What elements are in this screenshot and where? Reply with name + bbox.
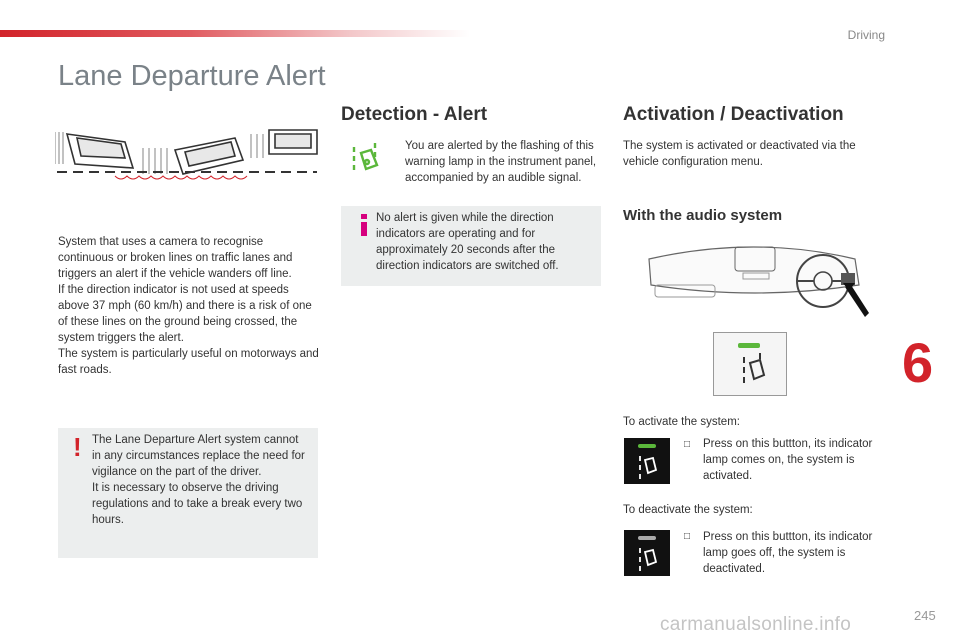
lane-departure-button-closeup — [713, 332, 787, 396]
activation-heading: Activation / Deactivation — [623, 104, 844, 125]
system-description: System that uses a camera to recognise continuous or broken lines on traffic lanes and triggers an alert if the vehicle wanders off line. If the direction indicator is not used at speeds above 37 mph (60 km/h) and there is a risk of one of these lines on the ground being crossed, the system triggers the alert. The system is particularly useful on motorways and fast roads. — [58, 236, 319, 376]
lane-departure-button-icon — [714, 333, 786, 395]
dashboard-illustration — [645, 239, 870, 323]
detection-text: You are alerted by the flashing of this warning lamp in the instrument panel, accompanied by an audible signal. — [405, 140, 597, 184]
activation-text: The system is activated or deactivated via the vehicle configuration menu. — [623, 140, 856, 168]
chapter-number: 6 — [902, 331, 934, 394]
exclamation-icon: ! — [73, 432, 82, 462]
activate-step: Press on this buttton, its indicator lamp comes on, the system is activated. — [703, 438, 873, 482]
deactivate-step: Press on this buttton, its indicator lamp goes off, the system is deactivated. — [703, 531, 873, 575]
lane-departure-illustration — [55, 124, 320, 186]
lane-departure-off-icon — [624, 530, 670, 576]
page-title: Lane Departure Alert — [58, 60, 326, 92]
lane-departure-on-icon — [624, 438, 670, 484]
warning-box — [58, 428, 318, 558]
deactivate-label: To deactivate the system: — [623, 504, 753, 516]
header-accent-bar — [0, 30, 470, 37]
activate-label: To activate the system: — [623, 416, 740, 428]
watermark: carmanualsonline.info — [660, 614, 852, 635]
car-middle — [175, 138, 243, 174]
info-box — [341, 206, 601, 286]
car-right — [269, 130, 317, 154]
deactivate-button[interactable] — [624, 530, 670, 576]
alert-zigzag — [115, 176, 247, 179]
info-icon — [357, 214, 371, 236]
detection-heading: Detection - Alert — [341, 104, 488, 125]
bullet-icon: □ — [684, 531, 691, 542]
car-left — [67, 134, 133, 168]
activate-button[interactable] — [624, 438, 670, 484]
page-number: 245 — [914, 608, 936, 623]
section-label: Driving — [847, 28, 885, 42]
audio-system-heading: With the audio system — [623, 207, 783, 224]
warning-text: The Lane Departure Alert system cannot in any circumstances replace the need for vigilance on the part of the driver. It is necessary to observe the driving regulations and to take a break every two hours. — [92, 434, 305, 526]
lane-departure-lamp-icon — [351, 141, 381, 175]
bullet-icon: □ — [684, 439, 691, 450]
info-text: No alert is given while the direction indicators are operating and for approximately 20 seconds after the direction indicators are switched off. — [376, 212, 559, 272]
